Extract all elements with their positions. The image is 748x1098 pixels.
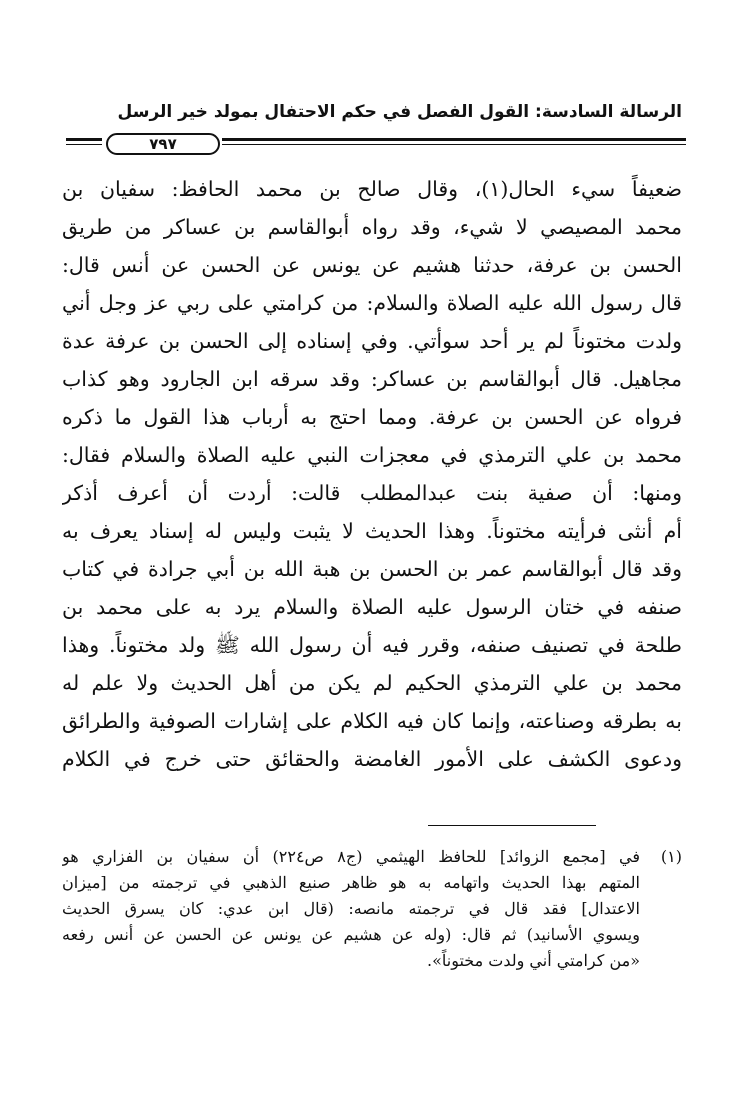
footnote-line: المتهم بهذا الحديث واتهامه به هو ظاهر صنيع الذهبي في ترجمته من [ميزان [62,873,640,892]
text-line: ودعوى الكشف على الأمور الغامضة والحقائق حتى خرج في الكلام [62,747,682,771]
main-text [62,170,682,778]
text-line: ومنها: أن صفية بنت عبدالمطلب قالت: أردت أن أعرف أذكر [62,481,682,505]
text-line: صنفه في ختان الرسول عليه الصلاة والسلام يرد به على محمد بن [62,595,682,619]
header-rule-right-segment [222,138,686,145]
text-line: فرواه عن الحسن بن عرفة. ومما احتج به أرباب هذا القول ما ذكره [62,405,682,429]
header-rule-left-segment [66,138,102,145]
text-line: محمد بن علي الترمذي الحكيم لم يكن من أهل الحديث ولا علم له [62,671,682,695]
text-line: وقد قال أبوالقاسم عمر بن الحسن بن هبة الله بن أبي جرادة في كتاب [62,557,682,581]
text-line: أم أنثى فرأيته مختوناً. وهذا الحديث لا يثبت وليس له إسناد يعرف به [62,519,682,543]
footnote-line: في [مجمع الزوائد] للحافظ الهيثمي (ج٨ ص٢٢٤) أن سفيان بن الفزاري هو [62,847,640,866]
text-line: الحسن بن عرفة، حدثنا هشيم عن يونس عن الحسن عن أنس قال: [62,253,682,277]
footnote-line: ويسوي الأسانيد) ثم قال: (وله عن هشيم عن يونس عن الحسن عن أنس رفعه [62,925,640,944]
footnote-marker: (١) [660,847,682,866]
header-rule [66,133,686,153]
text-line: ولدت مختوناً لم ير أحد سوأتي. وفي إسناده إلى الحسن بن عرفة عدة [62,329,682,353]
text-line: ضعيفاً سيء الحال(١)، وقال صالح بن محمد الحافظ: سفيان بن [62,177,682,201]
footnote [62,844,682,974]
text-line: قال رسول الله عليه الصلاة والسلام: من كرامتي على ربي عز وجل أني [62,291,682,315]
footnote-text [62,844,640,974]
text-line: محمد المصيصي لا شيء، وقد رواه أبوالقاسم بن عساكر من طريق [62,215,682,239]
text-line: مجاهيل. قال أبوالقاسم بن عساكر: وقد سرقه ابن الجارود وهو كذاب [62,367,682,391]
footnote-line: «من كرامتي أني ولدت مختوناً». [427,951,640,970]
text-line: به بطرقه وصناعته، وإنما كان فيه الكلام على إشارات الصوفية والطرائق [62,709,682,733]
text-line: طلحة في تصنيف صنفه، وقرر فيه أن رسول الله ﷺ ولد مختوناً. وهذا [62,633,682,657]
footnote-line: الاعتدال] فقد قال في ترجمته مانصه: (قال ابن عدي: كان يسرق الحديث [62,899,640,918]
text-line: محمد بن علي الترمذي في معجزات النبي عليه الصلاة والسلام فقال: [62,443,682,467]
running-header-title: الرسالة السادسة: القول الفصل في حكم الاحتفال بمولد خير الرسل [117,102,682,122]
footnote-separator [428,825,596,826]
page-number: ٧٩٧ [106,133,220,155]
